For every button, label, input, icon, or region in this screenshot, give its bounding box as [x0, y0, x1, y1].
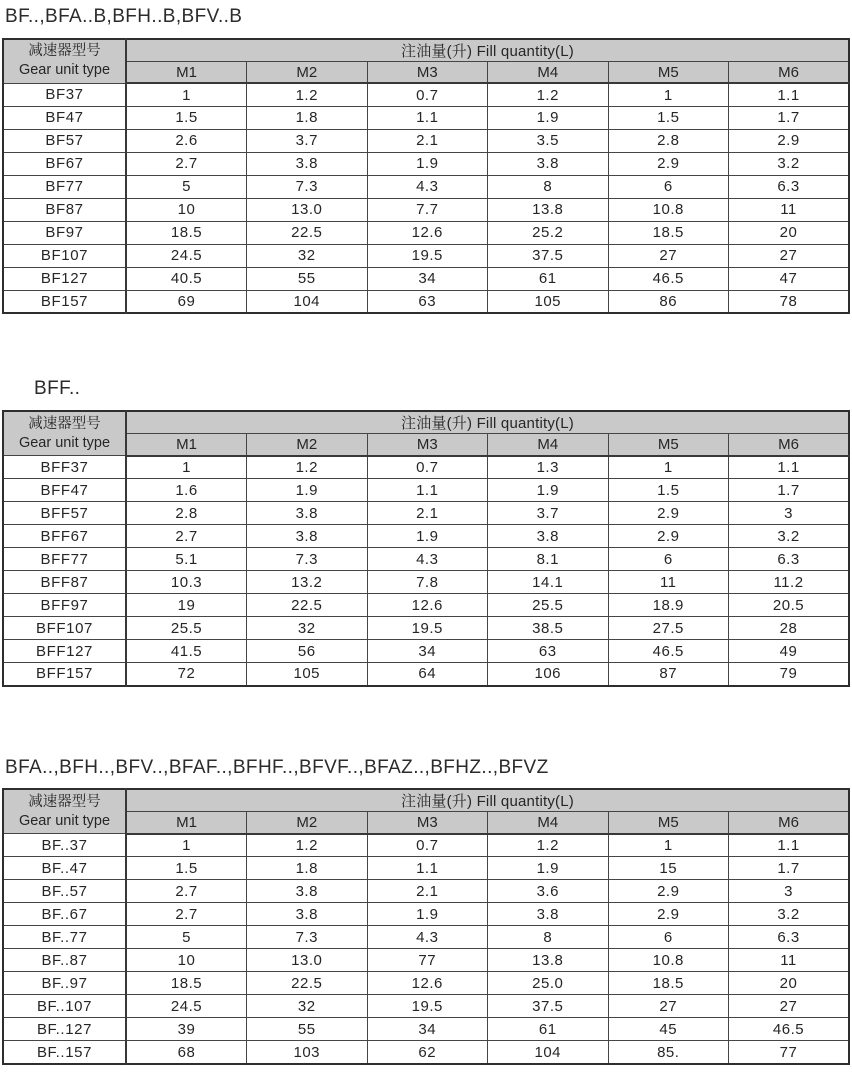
fill-quantity-value: 10 — [126, 949, 247, 972]
fill-quantity-value: 4.3 — [367, 926, 488, 949]
fill-quantity-value: 14.1 — [488, 571, 609, 594]
fill-quantity-value: 6 — [608, 926, 729, 949]
fill-quantity-value: 7.7 — [367, 198, 488, 221]
table-row — [3, 525, 849, 548]
fill-quantity-value: 63 — [488, 640, 609, 663]
column-header-m4: M4 — [488, 812, 609, 834]
fill-quantity-value: 1.9 — [247, 479, 368, 502]
fill-quantity-header: 注油量(升) Fill quantity(L) — [126, 411, 849, 434]
fill-quantity-value: 1.1 — [729, 456, 850, 479]
fill-quantity-value: 7.3 — [247, 926, 368, 949]
fill-quantity-value: 1 — [608, 456, 729, 479]
gear-unit-model: BF..57 — [3, 880, 126, 903]
fill-quantity-value: 2.1 — [367, 129, 488, 152]
gear-unit-model: BF..87 — [3, 949, 126, 972]
fill-quantity-value: 34 — [367, 640, 488, 663]
m-columns-row — [3, 434, 849, 456]
gear-unit-type-header — [3, 411, 126, 456]
fill-quantity-table-bf — [2, 38, 850, 315]
fill-quantity-value: 13.2 — [247, 571, 368, 594]
gear-unit-model: BF..67 — [3, 903, 126, 926]
fill-quantity-value: 1.1 — [729, 83, 850, 106]
fill-quantity-value: 62 — [367, 1041, 488, 1064]
fill-quantity-value: 103 — [247, 1041, 368, 1064]
gear-unit-model: BF..47 — [3, 857, 126, 880]
fill-quantity-value: 3.6 — [488, 880, 609, 903]
column-header-m1: M1 — [126, 61, 247, 83]
table-row — [3, 548, 849, 571]
fill-quantity-value: 1.9 — [367, 903, 488, 926]
fill-quantity-value: 1.1 — [367, 479, 488, 502]
table-row — [3, 594, 849, 617]
fill-quantity-value: 2.9 — [608, 880, 729, 903]
fill-quantity-value: 5 — [126, 926, 247, 949]
fill-quantity-value: 1 — [126, 456, 247, 479]
fill-quantity-value: 2.9 — [608, 525, 729, 548]
fill-quantity-value: 2.9 — [608, 152, 729, 175]
gear-unit-type-en: Gear unit type — [18, 812, 111, 829]
fill-quantity-value: 78 — [729, 290, 850, 313]
fill-quantity-value: 1.7 — [729, 857, 850, 880]
fill-quantity-value: 18.5 — [126, 221, 247, 244]
fill-quantity-value: 13.0 — [247, 949, 368, 972]
fill-quantity-value: 1.5 — [126, 857, 247, 880]
fill-quantity-value: 86 — [608, 290, 729, 313]
table-row — [3, 949, 849, 972]
fill-quantity-value: 13.8 — [488, 949, 609, 972]
fill-quantity-value: 1.1 — [367, 106, 488, 129]
fill-quantity-value: 6.3 — [729, 548, 850, 571]
gear-unit-model: BFF97 — [3, 594, 126, 617]
fill-quantity-value: 1 — [126, 83, 247, 106]
fill-quantity-value: 69 — [126, 290, 247, 313]
table-row — [3, 972, 849, 995]
gear-unit-model: BF..37 — [3, 834, 126, 857]
fill-quantity-value: 46.5 — [608, 640, 729, 663]
table-row — [3, 456, 849, 479]
fill-quantity-value: 34 — [367, 267, 488, 290]
table-row — [3, 663, 849, 686]
fill-quantity-value: 1.9 — [488, 106, 609, 129]
table-row — [3, 880, 849, 903]
gear-unit-model: BF..97 — [3, 972, 126, 995]
fill-quantity-value: 3.8 — [247, 152, 368, 175]
fill-quantity-value: 13.8 — [488, 198, 609, 221]
column-header-m5: M5 — [608, 812, 729, 834]
fill-quantity-value: 28 — [729, 617, 850, 640]
column-header-m5: M5 — [608, 61, 729, 83]
gear-unit-type-zh: 减速器型号 — [28, 415, 101, 432]
fill-quantity-value: 2.7 — [126, 880, 247, 903]
column-header-m4: M4 — [488, 434, 609, 456]
fill-quantity-value: 6 — [608, 548, 729, 571]
column-header-m6: M6 — [729, 812, 850, 834]
fill-quantity-value: 32 — [247, 244, 368, 267]
table-row — [3, 290, 849, 313]
fill-quantity-value: 20 — [729, 221, 850, 244]
gear-unit-model: BF..77 — [3, 926, 126, 949]
fill-quantity-value: 79 — [729, 663, 850, 686]
fill-quantity-value: 3.8 — [488, 152, 609, 175]
gear-unit-model: BF57 — [3, 129, 126, 152]
gear-unit-model: BFF127 — [3, 640, 126, 663]
fill-quantity-table-bfa-variants — [2, 788, 850, 1065]
m-columns-row — [3, 61, 849, 83]
fill-quantity-value: 11 — [608, 571, 729, 594]
fill-quantity-value: 1.2 — [247, 834, 368, 857]
column-header-m1: M1 — [126, 434, 247, 456]
column-header-m3: M3 — [367, 61, 488, 83]
gear-unit-model: BF77 — [3, 175, 126, 198]
fill-quantity-value: 2.6 — [126, 129, 247, 152]
fill-quantity-value: 2.8 — [608, 129, 729, 152]
fill-quantity-value: 61 — [488, 1018, 609, 1041]
fill-quantity-value: 3.8 — [488, 903, 609, 926]
fill-quantity-value: 3.7 — [488, 502, 609, 525]
fill-quantity-value: 105 — [488, 290, 609, 313]
fill-quantity-value: 19.5 — [367, 995, 488, 1018]
gear-unit-model: BFF87 — [3, 571, 126, 594]
fill-quantity-value: 20.5 — [729, 594, 850, 617]
fill-quantity-value: 2.1 — [367, 502, 488, 525]
fill-quantity-value: 39 — [126, 1018, 247, 1041]
fill-quantity-value: 1.2 — [247, 456, 368, 479]
gear-unit-model: BF127 — [3, 267, 126, 290]
gear-unit-model: BF67 — [3, 152, 126, 175]
fill-quantity-value: 46.5 — [608, 267, 729, 290]
fill-quantity-value: 1.9 — [367, 152, 488, 175]
fill-quantity-header: 注油量(升) Fill quantity(L) — [126, 39, 849, 62]
fill-quantity-value: 8 — [488, 175, 609, 198]
fill-quantity-value: 3 — [729, 880, 850, 903]
fill-quantity-value: 3.8 — [247, 903, 368, 926]
section-bfa-variants — [2, 757, 850, 1065]
table-title-bf: BF..,BFA..B,BFH..B,BFV..B — [5, 6, 243, 27]
fill-quantity-value: 0.7 — [367, 83, 488, 106]
fill-quantity-value: 27 — [608, 995, 729, 1018]
gear-unit-type-zh: 减速器型号 — [28, 794, 101, 811]
fill-quantity-value: 1.5 — [608, 479, 729, 502]
fill-quantity-value: 3.7 — [247, 129, 368, 152]
fill-quantity-value: 27 — [729, 995, 850, 1018]
fill-quantity-value: 3.8 — [247, 880, 368, 903]
gear-unit-model: BF107 — [3, 244, 126, 267]
fill-quantity-value: 18.9 — [608, 594, 729, 617]
gear-unit-type-en: Gear unit type — [18, 62, 111, 79]
fill-quantity-value: 10.8 — [608, 198, 729, 221]
fill-quantity-value: 34 — [367, 1018, 488, 1041]
fill-quantity-value: 46.5 — [729, 1018, 850, 1041]
table-row — [3, 106, 849, 129]
fill-quantity-value: 1.9 — [488, 857, 609, 880]
table-row — [3, 175, 849, 198]
fill-quantity-value: 2.7 — [126, 903, 247, 926]
table-row — [3, 267, 849, 290]
fill-quantity-value: 8.1 — [488, 548, 609, 571]
fill-quantity-value: 2.8 — [126, 502, 247, 525]
fill-quantity-value: 6.3 — [729, 926, 850, 949]
table-row — [3, 83, 849, 106]
table-title-bff: BFF.. — [34, 378, 81, 400]
fill-quantity-value: 3.5 — [488, 129, 609, 152]
fill-quantity-value: 1.2 — [488, 834, 609, 857]
fill-quantity-value: 24.5 — [126, 244, 247, 267]
column-header-m5: M5 — [608, 434, 729, 456]
gear-unit-model: BFF157 — [3, 663, 126, 686]
table-title-bfa-variants: BFA..,BFH..,BFV..,BFAF..,BFHF..,BFVF..,BFAZ..,BFHZ..,BFVZ — [5, 756, 549, 778]
fill-quantity-value: 55 — [247, 267, 368, 290]
gear-unit-model: BFF107 — [3, 617, 126, 640]
fill-quantity-value: 1.8 — [247, 857, 368, 880]
fill-quantity-value: 1.6 — [126, 479, 247, 502]
fill-quantity-value: 25.2 — [488, 221, 609, 244]
fill-quantity-value: 6.3 — [729, 175, 850, 198]
fill-quantity-value: 1 — [608, 834, 729, 857]
gear-unit-model: BFF57 — [3, 502, 126, 525]
fill-quantity-value: 3.8 — [488, 525, 609, 548]
fill-quantity-value: 10 — [126, 198, 247, 221]
fill-quantity-value: 11 — [729, 949, 850, 972]
table-row — [3, 617, 849, 640]
table-row — [3, 221, 849, 244]
fill-quantity-value: 1.8 — [247, 106, 368, 129]
fill-quantity-value: 2.9 — [729, 129, 850, 152]
table-row — [3, 640, 849, 663]
table-row — [3, 152, 849, 175]
fill-quantity-value: 104 — [247, 290, 368, 313]
fill-quantity-value: 22.5 — [247, 221, 368, 244]
gear-unit-type-header — [3, 39, 126, 84]
fill-quantity-value: 2.9 — [608, 903, 729, 926]
fill-quantity-value: 5 — [126, 175, 247, 198]
fill-quantity-value: 3.8 — [247, 525, 368, 548]
fill-quantity-value: 49 — [729, 640, 850, 663]
gear-unit-model: BF47 — [3, 106, 126, 129]
gear-unit-model: BFF77 — [3, 548, 126, 571]
fill-quantity-value: 2.7 — [126, 152, 247, 175]
fill-quantity-value: 24.5 — [126, 995, 247, 1018]
fill-quantity-value: 1.1 — [729, 834, 850, 857]
table-row — [3, 129, 849, 152]
fill-quantity-value: 12.6 — [367, 221, 488, 244]
gear-unit-model: BF..157 — [3, 1041, 126, 1064]
gear-unit-type-header — [3, 789, 126, 834]
fill-quantity-value: 25.0 — [488, 972, 609, 995]
fill-quantity-value: 40.5 — [126, 267, 247, 290]
fill-quantity-value: 12.6 — [367, 972, 488, 995]
fill-quantity-value: 1.7 — [729, 106, 850, 129]
fill-quantity-value: 6 — [608, 175, 729, 198]
fill-quantity-value: 22.5 — [247, 594, 368, 617]
fill-quantity-table-bff — [2, 410, 850, 687]
fill-quantity-value: 32 — [247, 995, 368, 1018]
fill-quantity-value: 2.9 — [608, 502, 729, 525]
fill-quantity-value: 68 — [126, 1041, 247, 1064]
fill-quantity-value: 1.1 — [367, 857, 488, 880]
section-bf — [2, 6, 850, 314]
table-body — [3, 456, 849, 686]
fill-quantity-value: 4.3 — [367, 175, 488, 198]
fill-quantity-value: 106 — [488, 663, 609, 686]
fill-quantity-value: 19.5 — [367, 617, 488, 640]
fill-quantity-value: 3.2 — [729, 903, 850, 926]
gear-unit-model: BF..127 — [3, 1018, 126, 1041]
fill-quantity-value: 3.2 — [729, 152, 850, 175]
fill-quantity-value: 2.7 — [126, 525, 247, 548]
fill-quantity-value: 105 — [247, 663, 368, 686]
fill-quantity-value: 2.1 — [367, 880, 488, 903]
fill-quantity-value: 18.5 — [608, 972, 729, 995]
fill-quantity-value: 3 — [729, 502, 850, 525]
table-row — [3, 244, 849, 267]
fill-quantity-value: 37.5 — [488, 995, 609, 1018]
fill-quantity-value: 10.3 — [126, 571, 247, 594]
fill-quantity-value: 37.5 — [488, 244, 609, 267]
fill-quantity-value: 1.5 — [608, 106, 729, 129]
fill-quantity-value: 1 — [126, 834, 247, 857]
fill-quantity-value: 56 — [247, 640, 368, 663]
column-header-m4: M4 — [488, 61, 609, 83]
column-header-m6: M6 — [729, 434, 850, 456]
fill-quantity-value: 45 — [608, 1018, 729, 1041]
fill-quantity-value: 63 — [367, 290, 488, 313]
fill-quantity-value: 104 — [488, 1041, 609, 1064]
table-body — [3, 834, 849, 1064]
gear-unit-model: BF97 — [3, 221, 126, 244]
fill-quantity-value: 10.8 — [608, 949, 729, 972]
fill-quantity-value: 0.7 — [367, 456, 488, 479]
fill-quantity-value: 7.3 — [247, 548, 368, 571]
table-row — [3, 857, 849, 880]
fill-quantity-value: 13.0 — [247, 198, 368, 221]
fill-quantity-value: 22.5 — [247, 972, 368, 995]
gear-unit-model: BFF37 — [3, 456, 126, 479]
gear-unit-model: BF157 — [3, 290, 126, 313]
table-row — [3, 995, 849, 1018]
fill-quantity-value: 87 — [608, 663, 729, 686]
gear-unit-model: BFF67 — [3, 525, 126, 548]
table-row — [3, 903, 849, 926]
table-header — [3, 789, 849, 834]
fill-quantity-value: 1.3 — [488, 456, 609, 479]
gear-unit-model: BF..107 — [3, 995, 126, 1018]
fill-quantity-value: 77 — [729, 1041, 850, 1064]
column-header-m6: M6 — [729, 61, 850, 83]
fill-quantity-value: 20 — [729, 972, 850, 995]
fill-quantity-value: 8 — [488, 926, 609, 949]
fill-quantity-value: 1 — [608, 83, 729, 106]
column-header-m1: M1 — [126, 812, 247, 834]
column-header-m2: M2 — [247, 434, 368, 456]
table-header — [3, 411, 849, 456]
fill-quantity-value: 7.3 — [247, 175, 368, 198]
fill-quantity-value: 27 — [729, 244, 850, 267]
fill-quantity-value: 1.2 — [247, 83, 368, 106]
fill-quantity-value: 3.8 — [247, 502, 368, 525]
fill-quantity-value: 27.5 — [608, 617, 729, 640]
fill-quantity-value: 38.5 — [488, 617, 609, 640]
fill-quantity-value: 1.9 — [367, 525, 488, 548]
fill-quantity-value: 64 — [367, 663, 488, 686]
table-row — [3, 198, 849, 221]
gear-unit-model: BF87 — [3, 198, 126, 221]
fill-quantity-value: 85. — [608, 1041, 729, 1064]
fill-quantity-value: 4.3 — [367, 548, 488, 571]
fill-quantity-value: 77 — [367, 949, 488, 972]
gear-unit-model: BF37 — [3, 83, 126, 106]
column-header-m3: M3 — [367, 434, 488, 456]
fill-quantity-value: 1.7 — [729, 479, 850, 502]
fill-quantity-value: 11.2 — [729, 571, 850, 594]
fill-quantity-value: 72 — [126, 663, 247, 686]
fill-quantity-value: 47 — [729, 267, 850, 290]
fill-quantity-value: 32 — [247, 617, 368, 640]
fill-quantity-value: 1.5 — [126, 106, 247, 129]
gear-unit-model: BFF47 — [3, 479, 126, 502]
fill-quantity-value: 0.7 — [367, 834, 488, 857]
table-row — [3, 926, 849, 949]
m-columns-row — [3, 812, 849, 834]
fill-quantity-header: 注油量(升) Fill quantity(L) — [126, 789, 849, 812]
column-header-m3: M3 — [367, 812, 488, 834]
table-header — [3, 39, 849, 84]
fill-quantity-value: 25.5 — [488, 594, 609, 617]
gear-unit-type-en: Gear unit type — [18, 434, 111, 451]
fill-quantity-value: 5.1 — [126, 548, 247, 571]
fill-quantity-value: 1.9 — [488, 479, 609, 502]
fill-quantity-value: 19.5 — [367, 244, 488, 267]
fill-quantity-value: 18.5 — [608, 221, 729, 244]
fill-quantity-value: 11 — [729, 198, 850, 221]
table-row — [3, 479, 849, 502]
table-row — [3, 834, 849, 857]
fill-quantity-value: 1.2 — [488, 83, 609, 106]
column-header-m2: M2 — [247, 61, 368, 83]
fill-quantity-value: 61 — [488, 267, 609, 290]
fill-quantity-value: 25.5 — [126, 617, 247, 640]
table-row — [3, 1018, 849, 1041]
fill-quantity-value: 3.2 — [729, 525, 850, 548]
table-body — [3, 83, 849, 313]
table-row — [3, 502, 849, 525]
fill-quantity-value: 18.5 — [126, 972, 247, 995]
gear-unit-type-zh: 减速器型号 — [28, 43, 101, 60]
column-header-m2: M2 — [247, 812, 368, 834]
fill-quantity-value: 12.6 — [367, 594, 488, 617]
section-bff — [2, 378, 850, 686]
table-row — [3, 571, 849, 594]
fill-quantity-value: 15 — [608, 857, 729, 880]
fill-quantity-value: 27 — [608, 244, 729, 267]
fill-quantity-value: 19 — [126, 594, 247, 617]
table-row — [3, 1041, 849, 1064]
fill-quantity-value: 7.8 — [367, 571, 488, 594]
fill-quantity-value: 55 — [247, 1018, 368, 1041]
fill-quantity-value: 41.5 — [126, 640, 247, 663]
